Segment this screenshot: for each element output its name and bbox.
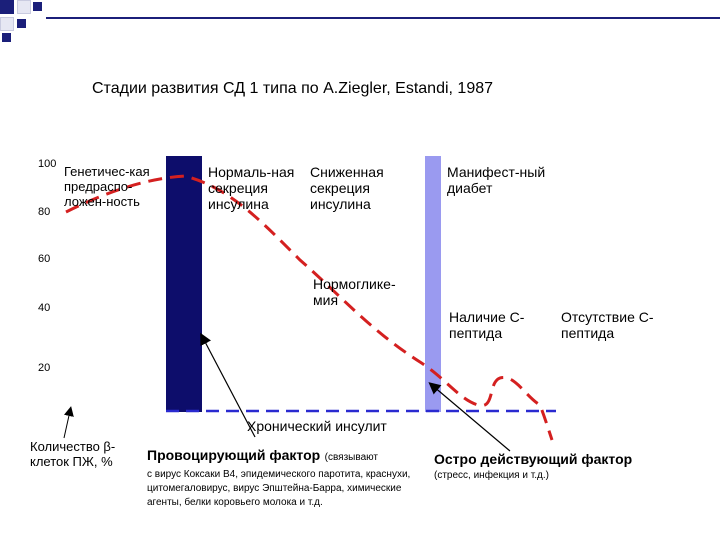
label-c-peptide-present: Наличие С-пептида [449, 309, 525, 341]
beta-cell-decline-curve [66, 176, 552, 440]
page-title: Стадии развития СД 1 типа по A.Ziegler, Estandi, 1987 [92, 80, 494, 97]
acute-factor-title: Остро действующий фактор [434, 451, 633, 467]
y-tick-100: 100 [38, 158, 57, 170]
provoking-factor-paren: (связывают [324, 452, 378, 463]
y-axis-label-arrow [64, 411, 70, 438]
label-reduced-secretion: Сниженная секреция инсулина [310, 164, 384, 212]
provoking-factor-details: с вирус Коксаки В4, эпидемического паротита, краснухи, цитомегаловирус, вирус Эпштейна-Барра, химические агенты, белки коровьего молока и т.д. [147, 469, 411, 508]
label-chronic-insulitis: Хронический инсулит [247, 418, 387, 434]
label-manifest-diabetes: Манифест-ный диабет [447, 164, 546, 196]
normal-secretion-bar [166, 156, 202, 412]
provoking-factor-title: Провоцирующий фактор [147, 447, 321, 463]
y-axis-label: Количество β-клеток ПЖ, % [30, 439, 116, 469]
y-tick-80: 80 [38, 206, 51, 218]
y-tick-40: 40 [38, 302, 51, 314]
label-normoglycemia: Нормоглике-мия [313, 276, 396, 308]
acute-factor-details: (стресс, инфекция и т.д.) [434, 470, 549, 481]
manifest-diabetes-bar [425, 156, 441, 412]
y-tick-60: 60 [38, 253, 51, 265]
label-genetic-predisposition: Генетичес-кая предраспо-ложен-ность [64, 164, 150, 209]
label-c-peptide-absent: Отсутствие С-пептида [561, 309, 654, 341]
label-normal-secretion: Нормаль-ная секреция инсулина [208, 164, 295, 212]
acute-factor-arrow [433, 386, 510, 451]
provoking-factor-block [147, 447, 412, 510]
y-tick-20: 20 [38, 362, 51, 374]
acute-factor-block [434, 451, 674, 483]
